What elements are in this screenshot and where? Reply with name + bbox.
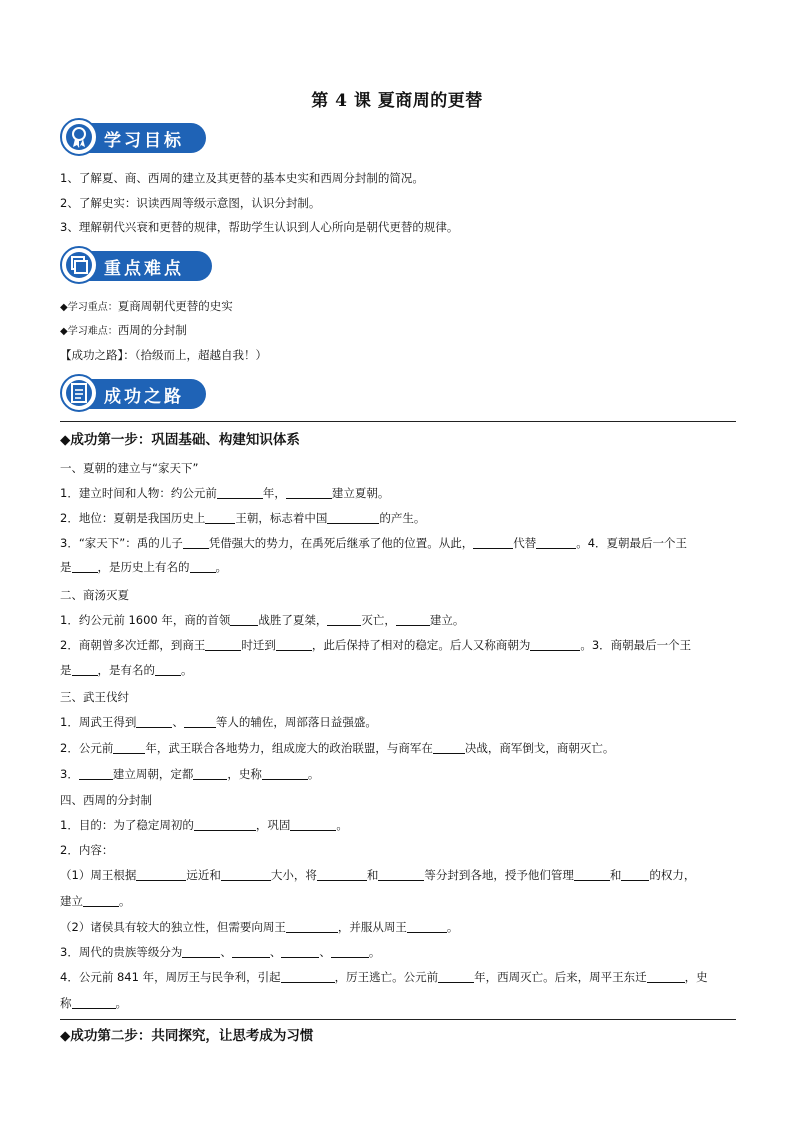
text: 4．公元前 841 年，周厉王与民争利，引起 <box>60 970 281 984</box>
text: 等人的辅佐，周部落日益强盛。 <box>215 715 377 729</box>
text: ，此后保持了相对的稳定。后人又称商朝为 <box>311 638 531 652</box>
text: （2）诸侯具有较大的独立性，但需要向周王 <box>60 920 286 934</box>
text: 、 <box>269 945 282 959</box>
text: 。3．商朝最后一个王 <box>580 638 692 652</box>
banner-key-points <box>60 246 212 286</box>
banner-learning-goals <box>60 118 206 158</box>
text: 是 <box>60 560 72 574</box>
answer-blank[interactable] <box>136 715 172 728</box>
difficult-point-text: 西周的分封制 <box>117 323 187 337</box>
goal-item: 3、理解朝代兴衰和更替的规律，帮助学生认识到人心所向是朝代更替的规律。 <box>60 220 459 234</box>
text: 灭亡， <box>361 613 396 627</box>
text: 建立夏朝。 <box>331 486 390 500</box>
answer-blank[interactable] <box>621 868 649 881</box>
text: 等分封到各地，授予他们管理 <box>424 868 574 882</box>
text: 。 <box>115 996 127 1010</box>
key-point-text: 夏商周朝代更替的史实 <box>117 299 233 313</box>
text: 大小，将 <box>270 868 317 882</box>
text: ，史 <box>684 970 708 984</box>
answer-blank[interactable] <box>184 715 216 728</box>
text: 1．目的：为了稳定周初的 <box>60 818 194 832</box>
answer-blank[interactable] <box>72 663 98 676</box>
text: 1．周武王得到 <box>60 715 137 729</box>
fill-line <box>60 740 614 756</box>
answer-blank[interactable] <box>281 945 319 958</box>
text: （1）周王根据 <box>60 868 137 882</box>
text: 年，武王联合各地势力，组成庞大的政治联盟，与商军在 <box>145 741 433 755</box>
answer-blank[interactable] <box>396 613 430 626</box>
answer-blank[interactable] <box>83 894 119 907</box>
answer-blank[interactable] <box>276 638 312 651</box>
section-heading: 四、西周的分封制 <box>60 793 152 807</box>
answer-blank[interactable] <box>286 486 332 499</box>
answer-blank[interactable] <box>217 486 263 499</box>
text: 3．“家天下”：禹的儿子 <box>60 536 183 550</box>
text: 1．建立时间和人物：约公元前 <box>60 486 217 500</box>
folder-stack-icon <box>60 246 98 284</box>
text: 。 <box>307 767 320 781</box>
fill-line <box>60 559 227 575</box>
fill-line <box>60 893 131 909</box>
answer-blank[interactable] <box>473 536 513 549</box>
answer-blank[interactable] <box>190 560 216 573</box>
text: 决战，商军倒戈，商朝灭亡。 <box>464 741 615 755</box>
fill-line <box>60 969 708 985</box>
fill-line <box>60 766 319 782</box>
banner-success-road <box>60 374 206 414</box>
text: 、 <box>319 945 331 959</box>
fill-line <box>60 662 193 678</box>
ribbon-badge-icon <box>60 118 98 156</box>
answer-blank[interactable] <box>182 945 220 958</box>
fill-line <box>60 637 691 653</box>
text: ，是历史上有名的 <box>97 560 190 574</box>
text: 。 <box>181 663 193 677</box>
step-one-heading: ◆成功第一步：巩固基础、构建知识体系 <box>60 432 300 448</box>
answer-blank[interactable] <box>327 613 361 626</box>
answer-blank[interactable] <box>193 767 227 780</box>
fill-line <box>60 612 464 628</box>
text: 和 <box>366 868 379 882</box>
banner-label: 学习目标 <box>104 131 184 151</box>
text: ，史称 <box>227 767 262 781</box>
answer-blank[interactable] <box>205 638 241 651</box>
answer-blank[interactable] <box>378 868 424 881</box>
text: 3．周代的贵族等级分为 <box>60 945 183 959</box>
text: 3． <box>60 767 79 781</box>
answer-blank[interactable] <box>290 818 336 831</box>
text: 和 <box>609 868 622 882</box>
answer-blank[interactable] <box>407 920 447 933</box>
key-point-line <box>60 298 233 314</box>
text: 。4．夏朝最后一个王 <box>576 536 688 550</box>
banner-label: 成功之路 <box>104 387 184 407</box>
text: 。 <box>446 920 459 934</box>
answer-blank[interactable] <box>136 868 186 881</box>
text: 建立。 <box>429 613 465 627</box>
text: 的权力， <box>649 868 696 882</box>
answer-blank[interactable] <box>155 663 181 676</box>
answer-blank[interactable] <box>79 767 113 780</box>
text: 远近和 <box>186 868 221 882</box>
text: 、 <box>172 715 184 729</box>
text: ，并服从周王 <box>337 920 407 934</box>
text: 。 <box>215 560 227 574</box>
section-divider <box>60 1019 736 1020</box>
answer-blank[interactable] <box>331 945 369 958</box>
text: 1．约公元前 1600 年，商的首领 <box>60 613 231 627</box>
fill-line <box>60 919 458 935</box>
answer-blank[interactable] <box>194 818 256 831</box>
text: 的产生。 <box>379 511 426 525</box>
text: 代替 <box>513 536 537 550</box>
text: 2．公元前 <box>60 741 114 755</box>
answer-blank[interactable] <box>113 741 145 754</box>
fill-line <box>60 817 348 833</box>
answer-blank[interactable] <box>647 970 685 983</box>
section-divider <box>60 421 736 422</box>
clipboard-list-icon <box>60 374 98 412</box>
answer-blank[interactable] <box>574 868 610 881</box>
text: 时迁到 <box>241 638 276 652</box>
difficult-point-line <box>60 322 187 338</box>
answer-blank[interactable] <box>72 996 116 1009</box>
answer-blank[interactable] <box>221 868 271 881</box>
difficult-point-prefix: ◆学习难点： <box>60 326 118 337</box>
section-heading: 三、武王伐纣 <box>60 690 129 704</box>
text: 王朝，标志着中国 <box>235 511 328 525</box>
goal-item: 1、了解夏、商、西周的建立及其更替的基本史实和西周分封制的简况。 <box>60 171 424 185</box>
answer-blank[interactable] <box>286 920 338 933</box>
answer-blank[interactable] <box>205 511 235 524</box>
fill-line <box>60 867 695 883</box>
answer-blank[interactable] <box>433 741 465 754</box>
text: 建立 <box>60 894 83 908</box>
answer-blank[interactable] <box>232 945 270 958</box>
text: 战胜了夏桀， <box>258 613 328 627</box>
answer-blank[interactable] <box>530 638 580 651</box>
text: 。 <box>368 945 381 959</box>
text: ，厉王逃亡。公元前 <box>334 970 439 984</box>
fill-line <box>60 714 377 730</box>
answer-blank[interactable] <box>281 970 335 983</box>
fill-line: 2．内容： <box>60 843 114 857</box>
section-heading: 一、夏朝的建立与“家天下” <box>60 461 199 475</box>
text: ，巩固 <box>255 818 291 832</box>
text: 2．商朝曾多次迁都，到商王 <box>60 638 206 652</box>
fill-line <box>60 944 380 960</box>
answer-blank[interactable] <box>262 767 308 780</box>
text: 、 <box>220 945 232 959</box>
answer-blank[interactable] <box>536 536 576 549</box>
fill-line <box>60 535 687 551</box>
text: 年，西周灭亡。后来，周平王东迁 <box>474 970 647 984</box>
text: 称 <box>60 996 72 1010</box>
answer-blank[interactable] <box>327 511 379 524</box>
step-two-heading: ◆成功第二步：共同探究，让思考成为习惯 <box>60 1028 314 1044</box>
text: 建立周朝，定都 <box>112 767 194 781</box>
text: 2．地位：夏朝是我国历史上 <box>60 511 206 525</box>
text: 年， <box>262 486 286 500</box>
text: 是 <box>60 663 72 677</box>
text: 凭借强大的势力，在禹死后继承了他的位置。从此， <box>208 536 474 550</box>
answer-blank[interactable] <box>317 868 367 881</box>
text: 。 <box>336 818 348 832</box>
success-road-note: 【成功之路】：（拾级而上，超越自我！） <box>60 348 267 362</box>
answer-blank[interactable] <box>438 970 474 983</box>
answer-blank[interactable] <box>230 613 258 626</box>
page-title: 第 4 课 夏商周的更替 <box>311 91 483 111</box>
fill-line <box>60 485 389 501</box>
section-heading: 二、商汤灭夏 <box>60 588 129 602</box>
fill-line <box>60 995 127 1011</box>
banner-label: 重点难点 <box>104 259 184 279</box>
answer-blank[interactable] <box>183 536 209 549</box>
key-point-prefix: ◆学习重点： <box>60 302 118 313</box>
fill-line <box>60 510 425 526</box>
text: 。 <box>119 894 131 908</box>
answer-blank[interactable] <box>72 560 98 573</box>
goal-item: 2、了解史实：识读西周等级示意图，认识分封制。 <box>60 196 321 210</box>
text: ，是有名的 <box>97 663 155 677</box>
